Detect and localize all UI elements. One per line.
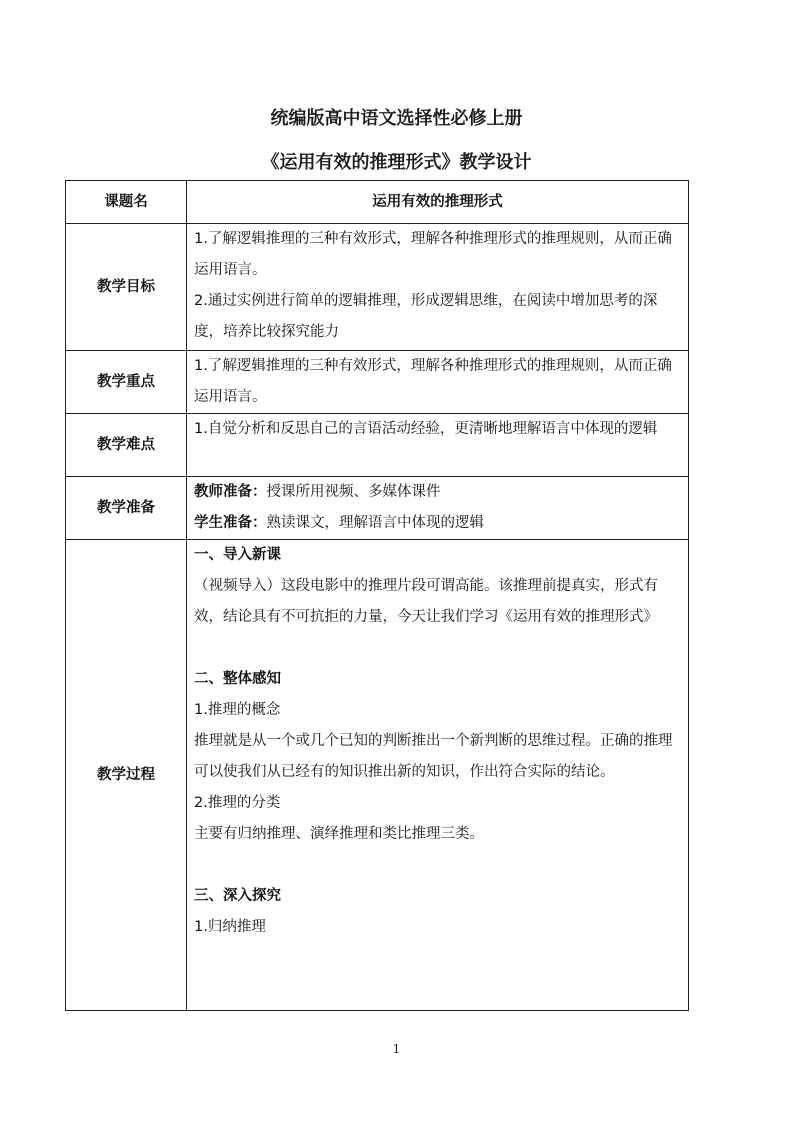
section-2-subheading-2: 2.推理的分类 [194,795,281,811]
teacher-preparation-text: 授课所用视频、多媒体课件 [266,484,441,500]
table-row-key-points [66,351,689,414]
section-3-subheading-1: 1.归纳推理 [194,919,266,935]
key-points-content [187,351,689,414]
spacer [194,850,682,881]
difficulties-content [187,414,689,477]
section-2-text-1: 推理就是从一个或几个已知的判断推出一个新判断的思维过程。正确的推理可以使我们从已经有的知识推出新的知识，作出符合实际的结论。 [194,733,673,780]
process-label: 教学过程 [66,540,187,1011]
lesson-plan-table [65,180,689,1011]
section-1-heading: 一、导入新课 [194,547,281,563]
student-preparation-text: 熟读课文，理解语言中体现的逻辑 [266,515,484,531]
table-row-difficulties [66,414,689,477]
document-subtitle: 《运用有效的推理形式》教学设计 [261,152,532,173]
student-preparation [194,508,682,539]
key-points-item-1: 1.了解逻辑推理的三种有效形式，理解各种推理形式的推理规则，从而正确运用语言。 [194,358,672,405]
process-content [187,540,689,1011]
section-3-heading: 三、深入探究 [194,888,281,904]
goals-label: 教学目标 [66,224,187,351]
section-1-text: （视频导入）这段电影中的推理片段可谓高能。该推理前提真实，形式有效，结论具有不可抗拒的力量，今天让我们学习《运用有效的推理形式》 [194,578,658,625]
table-row-goals [66,224,689,351]
document-title: 统编版高中语文选择性必修上册 [270,108,523,129]
section-2-text-2: 主要有归纳推理、演绎推理和类比推理三类。 [194,826,484,842]
page-number: 1 [392,1042,401,1056]
student-preparation-label: 学生准备： [194,515,267,531]
spacer [194,633,682,664]
preparation-content [187,477,689,540]
difficulties-label: 教学难点 [66,414,187,477]
section-2-heading: 二、整体感知 [194,671,281,687]
teacher-preparation [194,477,682,508]
table-row-preparation [66,477,689,540]
goals-item-2: 2.通过实例进行简单的逻辑推理，形成逻辑思维，在阅读中增加思考的深度，培养比较探究能力 [194,293,658,340]
preparation-label: 教学准备 [66,477,187,540]
key-points-label: 教学重点 [66,351,187,414]
section-2-subheading-1: 1.推理的概念 [194,702,281,718]
topic-label: 课题名 [66,181,187,224]
goals-content [187,224,689,351]
topic-value: 运用有效的推理形式 [187,181,689,224]
table-row-process [66,540,689,1011]
teacher-preparation-label: 教师准备： [194,484,267,500]
difficulties-item-1: 1.自觉分析和反思自己的言语活动经验，更清晰地理解语言中体现的逻辑 [194,421,658,437]
goals-item-1: 1.了解逻辑推理的三种有效形式，理解各种推理形式的推理规则，从而正确运用语言。 [194,231,672,278]
table-row-topic [66,181,689,224]
